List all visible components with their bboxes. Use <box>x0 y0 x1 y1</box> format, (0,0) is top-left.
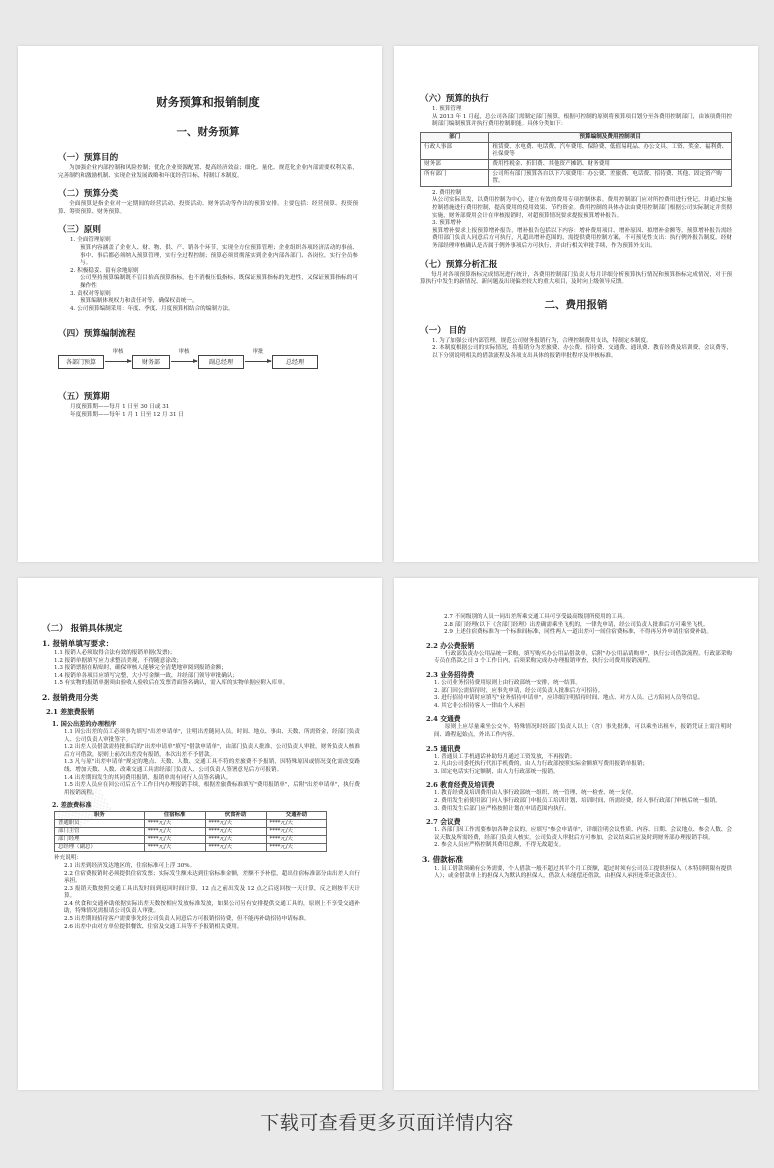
table-cell: ****元/天 <box>266 828 327 836</box>
list-item: 3. 进行招待申请时应填写"业务招待申请单"，应详细注明招待时间、地点、对方人员、己方陪同人员等信息。 <box>434 695 704 702</box>
list-item: 2.7 不同级别的人员一同出差所乘交通工具可享受最高级别所使用的工具。 <box>444 614 629 620</box>
list-item: 1.4 出差期间发生的其同费用报销，报销单需有同行人员签名确认。 <box>64 774 232 781</box>
list-item: 3. 责权对等原则 <box>70 290 111 297</box>
heading-budget-types: （二）预算分类 <box>58 189 119 200</box>
list-item: 1.3 报销票据在粘贴时，确保审核人能够完全清楚地审阅到报销金额； <box>54 665 227 672</box>
paragraph: 公司坚持预算编制既不盲目抬高预算指标，也不消极压低指标，既保证预算指标的先进性，又保证预算指标的可操作性 <box>80 275 358 289</box>
list-item: 2.8 部门经理(以下《含部门经理》出差确需乘坐飞机的，一律先申请，经公司负责人批准后方可乘坐飞机。 <box>444 621 709 628</box>
table-cell: ****元/天 <box>205 820 266 828</box>
table-header-cell: 部门 <box>421 132 489 142</box>
list-item: 2. 积极稳妥、留有余地原则 <box>70 267 139 274</box>
heading-meeting-expense: 2.7 会议费 <box>426 818 461 827</box>
paragraph: 每月对各项预算指标完成情况进行统计，各费用控制部门负责人每月详细分析预算执行情况和预算指标完成情况，对于预算执行中发生的新情况、新问题及出现偏差较大的重大项目，及时向上级领导反馈。 <box>420 271 732 286</box>
heading-budget-period: （五）预算期 <box>58 392 110 403</box>
table-row <box>421 159 732 169</box>
flow-arrow <box>105 361 131 362</box>
paragraph: 为加强企业内部控制和风险控制；优化企业资源配置、提高经济效益；细化、量化、规范化企业内部需要权利关系，完善制约和激励机制、实现企业发展战略和年度经营目标，特制订本制度。 <box>58 165 358 179</box>
flow-box-departments: 各部门预算 <box>58 355 104 369</box>
heading-principles: （三）原则 <box>58 225 101 236</box>
list-item: 2. 费用发生前使用部门向人事行政部门申报员工培训计划、培训时间、所需经费，经人事行政部门审核后统一报销。 <box>434 797 721 804</box>
table-cell: 部门主管 <box>55 828 145 836</box>
table-header-cell: 职务 <box>55 812 145 820</box>
paragraph: 行政部负责办公用品统一采购，填写购买办公用品借款单，后附"办公用品请购单"，执行公司借款流程。行政部采购专员在借款之日 3 个工作日内，后须采购完成办办理报销审查，执行公司费用报销流程。 <box>434 650 732 665</box>
heading-entertainment-expense: 2.3 业务招待费 <box>426 670 475 679</box>
flow-label: 审核 <box>112 349 124 356</box>
heading-budget-purpose: （一）预算目的 <box>58 153 119 163</box>
heading-reimbursement-rules: （二） 报销具体规定 <box>42 624 123 634</box>
paragraph: 从 2013 年 1 月起，总公司各部门需制定部门预算，根据可控制的原则将预算项目划分至各费用控制部门，由该项费用控制部门编制预算并执行费用控制职能。具体分类如下： <box>432 113 732 128</box>
table-cell: ****元/天 <box>144 844 205 852</box>
list-item: 2. 费用控制 <box>432 189 462 196</box>
table-cell: 公司所有部门预算各自以下六项费用：办公费、差旅费、电话费、招待费、其他、固定资产购置。 <box>489 169 732 186</box>
table-header-cell: 预算编制及费用控制项目 <box>489 132 732 142</box>
list-item: 2.3 报销天数按照交通工具出发时间到返回时间计算，12 点之前出发及 12 点之后返回按一天计算，反之则按半天计算。 <box>64 885 360 900</box>
list-item: 2.1 出差到经济发达地区的，住宿标准可上浮 30%。 <box>64 862 196 869</box>
list-item: 1. 员工借款须确有公务需要，个人借款一般不超过其半个月工资额，超过时须有公司员工提供担保人（本特别明限有提供人）；或金借款单上的担保人为默认的担保人，借款人未能偿还借款，由担保人承担连带还款责任）。 <box>434 865 732 880</box>
list-item: 2.9 上述住宿费标准为一个标准间标准，同性两人一道出差可一间住宿费标准，不得再另外申请住宿费补助。 <box>444 629 712 636</box>
table-cell: 租赁费、水电费、电话费、汽车费用、保险费、低值易耗品、办公文具、工资、奖金、福利费、社保费等 <box>489 142 732 159</box>
list-item: 1.5 出差人员应在回公司后五个工作日内办理报销手续，根据差旅费标准填写"费用报销单"，后附"出差申请单"，执行费用报销流程。 <box>64 782 360 796</box>
list-item: 1.1 因公出差的员工必须事先填写"出差申请单"，注明出差随同人员，时间、地点、事由、天数、所需资金，经部门负责人、公司负责人审批签字。 <box>64 728 360 743</box>
table-cell: ****元/天 <box>205 844 266 852</box>
heading-training-expense: 2.6 教育经费及培训费 <box>426 781 495 790</box>
list-item: 4. 公司预算编制采用：年度、季度、月度预算相结合的编制方法。 <box>70 305 234 312</box>
table-header-cell: 交通补助 <box>266 812 327 820</box>
table-cell: 所有部门 <box>421 169 489 186</box>
heading-travel-standard: 2. 差旅费标准 <box>52 802 92 810</box>
flow-arrow <box>245 361 271 362</box>
table-cell: 普通职员 <box>55 820 145 828</box>
list-item: 1.2 出差人员借款需持批准后的"出差申请单"填写"借款申请单"，由部门负责人批准，公司负责人审批，财务负责人核准后方可借款，原则上前次出差没有报销，本次出差不予借款。 <box>64 744 360 758</box>
list-item: 1. 公司业务招待费用原则上由行政部统一安排，统一结算。 <box>434 679 581 686</box>
heading-budget-execution: （六）预算的执行 <box>420 94 489 104</box>
list-item: 2. 部门因公需招待时，应事先申请，经公司负责人批准后方可招待。 <box>434 687 604 694</box>
heading-office-expense: 2.2 办公费报销 <box>426 641 475 650</box>
list-item: 3. 固定电话实行定额制，由人力行政部统一报销。 <box>434 768 559 775</box>
table-cell: 财务部 <box>421 159 489 169</box>
document-title: 财务预算和报销制度 <box>156 95 260 109</box>
table-cell: ****元/天 <box>144 820 205 828</box>
paragraph: 预算增补要求上报预算增补报告，增补报告包括以下内容：增补费用项目、增补原因、拟增补金额等。预算增补报告需经费用部门负责人同意后方可执行，凡超出增补范围的，需提供费用控制方案，不可预见性支出：执行例外报告制度，经财务部经理审核确认是否属于例外事项后方可执行，并由行相关审批手续，作为预算外支出。 <box>432 227 732 249</box>
table-row <box>55 828 327 836</box>
list-item: 1. 为了加强公司内部管理，规范公司财务报销行为，合理控制费用支出，特制定本制度。 <box>432 337 652 344</box>
table-cell: ****元/天 <box>205 836 266 844</box>
list-item: 2. 本制度根据公司的实际情况，将报销分为差旅费、办公费、招待费、交通费、通讯费、教育经费及培训费、会议费等，以下分别说明相关的借款流程及各项支出具体的报销审批程序及审核标准。 <box>432 345 732 359</box>
paragraph: 预算编制体现权力和责任对等，确保权责统一。 <box>80 298 198 305</box>
table-cell: ****元/天 <box>144 828 205 836</box>
note-label: 补充说明： <box>54 855 82 862</box>
budget-control-table <box>420 132 732 187</box>
heading-budget-analysis: （七）预算分析汇报 <box>420 259 498 270</box>
flow-label: 审核 <box>178 349 190 356</box>
table-row <box>55 836 327 844</box>
list-item: 2.5 出差期间招待客户需要事先经公司负责人同意后方可报销招待费，但不能再补助招待申请标准。 <box>64 916 310 923</box>
document-page-4 <box>394 578 758 1090</box>
table-cell: ****元/天 <box>266 844 327 852</box>
table-cell: ****元/天 <box>144 836 205 844</box>
heading-expense-categories: 2. 报销费用分类 <box>42 692 99 702</box>
flow-box-deputy-gm: 副总经理 <box>198 355 244 369</box>
paragraph: 全面预算是指企业对一定期间的经营活动、投资活动、财务活动等作出的预算安排。主要包括：经营预算、投资预算、筹资预算、财务预算。 <box>58 201 358 215</box>
table-row <box>55 820 327 828</box>
document-page-1 <box>18 46 382 562</box>
list-item: 2.6 出差中由对方单位提供餐饮、住宿及交通工具等不予报销相关费用。 <box>64 923 243 930</box>
list-item: 1.5 有实物的报销单据须由验收人验收后在发票背面签名确认，需入库的实物单据应附入库单。 <box>54 680 289 687</box>
flow-box-gm: 总经理 <box>272 355 318 369</box>
heading-communication-expense: 2.5 通讯费 <box>426 744 461 753</box>
list-item: 1. 教育经费及培训费用由人事行政部统一组织、统一管理、统一检查、统一支付。 <box>434 790 637 797</box>
paragraph: 原则上应尽量乘坐公交车，特殊情况时经部门负责人以上（含）事先批准，可以乘坐出租车，报销凭证上需注明时间、路程起始点，外出工作内容。 <box>434 724 732 738</box>
table-header-row <box>421 132 732 142</box>
paragraph: 从公司实际出发，以费用控制为中心，建立有效的费用专项控制体系。费用控制部门应对所控费用进行登记，并通过实施控制措施进行费用控制，提高费用的使用效果、节约资金。费用控制的具体办法由费用控制部门根据公司实际制定并贯彻实施，财务部费用会计在审核报销时，对超预算情况要求提报预算增补报告。 <box>432 197 732 219</box>
table-header-cell: 伙食补助 <box>205 812 266 820</box>
budget-flow-diagram <box>58 345 358 383</box>
table-cell: 总经理（副总） <box>55 844 145 852</box>
heading-budget-flow: （四）预算编制流程 <box>58 329 136 340</box>
list-item: 1. 普通员工手机通话补助每月通过工资发放，不再报销； <box>434 753 576 760</box>
heading-travel-expense: 2.1 差旅费报销 <box>46 707 95 716</box>
paragraph: 月度预算期——每月 1 日至 30 日或 31 <box>70 404 170 411</box>
list-item: 1. 全面管理原则 <box>70 237 111 244</box>
list-item: 1.3 凡与原"出差申请单"规定的地点、天数、人数、交通工具不符的差旅费不予报销，因特殊原因或情况变化需改变路线、增加天数、人数、改乘交通工具需经部门负责人、公司负责人签署意见后方可报销。 <box>64 759 360 773</box>
flow-box-finance: 财务部 <box>132 355 170 369</box>
table-row <box>421 142 732 159</box>
list-item: 1.2 报销单据填写应力求整洁美观，不得随意涂改； <box>54 657 183 664</box>
list-item: 1.4 报销单各项目应填写完整，大小写金额一致，并经部门领导审批确认； <box>54 672 239 679</box>
list-item: 3. 费用发生后部门应严格按照计划在申请范围内执行。 <box>434 805 570 812</box>
document-page-2 <box>394 46 758 562</box>
list-item: 2. 凡由公司委托执行代扣手机费的，由人力行政部按照实际金额填写费用报销单报销； <box>434 761 649 768</box>
heading-transport-expense: 2.4 交通费 <box>426 715 461 724</box>
list-item: 1.1 报销人必须取得合法有效的报销单据(发票)； <box>54 650 176 656</box>
table-cell: 行政人事部 <box>421 142 489 159</box>
document-page-3 <box>18 578 382 1090</box>
list-item: 1. 预算管理 <box>432 106 462 112</box>
list-item: 2. 参会人员应严格控制其费用总额，不得无故超支。 <box>434 842 565 849</box>
download-more-caption: 下载可查看更多页面详情内容 <box>260 1112 514 1134</box>
table-cell: ****元/天 <box>266 820 327 828</box>
list-item: 4. 其它非公招待客人一律由个人承担 <box>434 702 526 709</box>
list-item: 3. 预算增补 <box>432 220 462 227</box>
section-title-budget: 一、财务预算 <box>176 126 240 138</box>
paragraph: 预算内容涵盖了企业人、财、物、供、产、销各个环节，实现全方位预算管理；企业组织各项经济活动的事前、事中、事后都必须纳入预算管理，实行全过程控制；预算必须贯彻落实到企业内部各部门、各岗位，实行全员参与。 <box>80 244 358 267</box>
table-row <box>421 169 732 186</box>
heading-travel-procedure: 1. 国公出差的办理程序 <box>52 720 117 728</box>
heading-expense-purpose: （一） 目的 <box>420 325 466 336</box>
table-row <box>55 844 327 852</box>
paragraph: 年度预算期——每年 1 月 1 日至 12 月 31 日 <box>70 411 184 418</box>
flow-arrow <box>171 361 197 362</box>
table-cell: 部门经理 <box>55 836 145 844</box>
section-title-expense: 二、费用报销 <box>544 298 608 311</box>
table-header-cell: 住宿标准 <box>144 812 205 820</box>
flow-label: 审批 <box>252 349 264 356</box>
table-cell: ****元/天 <box>205 828 266 836</box>
list-item: 1. 各部门因工作需要参加各种会议的，应填写"参会申请单"，详细注明会议性质、内容、日期、会议地点、参会人数、会议天数及所需经费，经部门负责人核实，公司负责人审批后方可参加，会议结束后应及时到财务部办理报销手续。 <box>434 827 732 841</box>
heading-loan-standard: 3. 借款标准 <box>422 854 463 864</box>
list-item: 2.4 伙食和交通补助依据实际出差天数按相应发放标准发放，如果公司另有安排提供交通工具的，原则上不享受交通补助，特殊情况需报请公司负责人审批。 <box>64 900 360 915</box>
heading-form-requirements: 1. 报销单填写要求： <box>42 639 114 648</box>
list-item: 2.2 住宿费报销时必须提供住宿发票；实际发生额未达到住宿标准金额，差额不予补偿，超出住宿标准部分由出差人自行承担。 <box>64 870 360 885</box>
table-cell: ****元/天 <box>266 836 327 844</box>
table-cell: 费用性税金、折旧费、其他资产摊销、财务费用 <box>489 159 732 169</box>
